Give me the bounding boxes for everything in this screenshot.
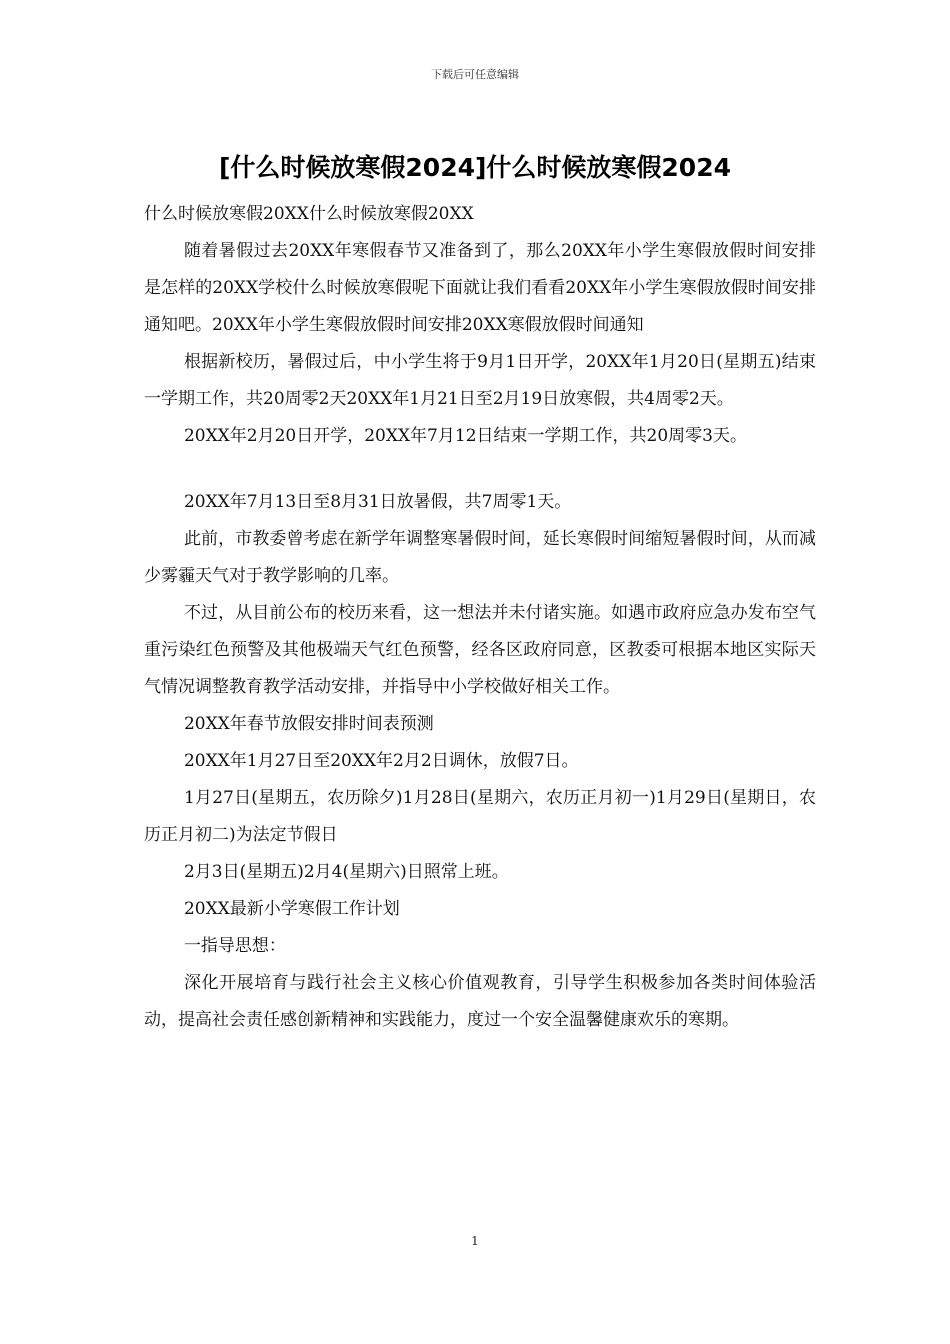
paragraph-holiday-range: 20XX年1月27日至20XX年2月2日调休，放假7日。 (183, 751, 579, 771)
paragraph-work-plan-heading: 20XX最新小学寒假工作计划 (183, 899, 400, 919)
paragraph-guiding-thought-heading: 一指导思想： (183, 936, 286, 956)
document-subtitle: 什么时候放寒假20XX什么时候放寒假20XX (144, 204, 474, 224)
paragraph-intro: 随着暑假过去20XX年寒假春节又准备到了，那么20XX年小学生寒假放假时间安排是怎样的20XX学校什么时候放寒假呢下面就让我们看看20XX年小学生寒假放假时间安排通知吧。20XX年小学生寒假放假时间安排20XX寒假放假时间通知 (144, 241, 816, 335)
document-title: [什么时候放寒假2024]什么时候放寒假2024 (218, 153, 731, 182)
paragraph-previous-plan: 此前，市教委曾考虑在新学年调整寒暑假时间，延长寒假时间缩短暑假时间，从而减少雾霾天气对于教学影响的几率。 (144, 529, 816, 586)
paragraph-summer-break: 20XX年7月13日至8月31日放暑假，共7周零1天。 (183, 492, 572, 512)
paragraph-spring-term: 20XX年2月20日开学，20XX年7月12日结束一学期工作，共20周零3天。 (183, 426, 747, 446)
paragraph-workdays: 2月3日(星期五)2月4(星期六)日照常上班。 (183, 862, 509, 882)
page-number: 1 (471, 1234, 479, 1248)
paragraph-not-implemented: 不过，从目前公布的校历来看，这一想法并未付诸实施。如遇市政府应急办发布空气重污染红色预警及其他极端天气红色预警，经各区政府同意，区教委可根据本地区实际天气情况调整教育教学活动安排，并指导中小学校做好相关工作。 (144, 603, 816, 697)
paragraph-calendar: 根据新校历，暑假过后，中小学生将于9月1日开学，20XX年1月20日(星期五)结束一学期工作，共20周零2天20XX年1月21日至2月19日放寒假，共4周零2天。 (144, 352, 816, 409)
paragraph-spring-festival-heading: 20XX年春节放假安排时间表预测 (183, 714, 434, 734)
document-body (144, 196, 816, 1039)
paragraph-guiding-thought: 深化开展培育与践行社会主义核心价值观教育，引导学生积极参加各类时间体验活动，提高社会责任感创新精神和实践能力，度过一个安全温馨健康欢乐的寒期。 (144, 973, 816, 1030)
paragraph-legal-holidays: 1月27日(星期五，农历除夕)1月28日(星期六，农历正月初一)1月29日(星期日，农历正月初二)为法定节假日 (144, 788, 816, 845)
header-note: 下载后可任意编辑 (431, 68, 519, 81)
